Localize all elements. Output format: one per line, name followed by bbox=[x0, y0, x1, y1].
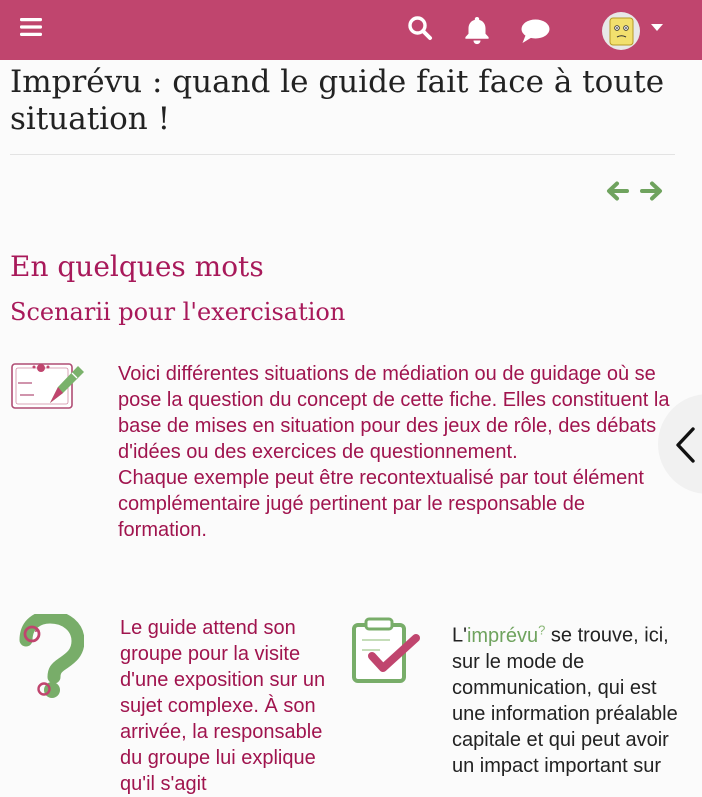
arrow-right-icon[interactable] bbox=[640, 180, 664, 202]
scenario-text: Le guide attend son groupe pour la visite d'une exposition sur un sujet complexe. À son arrivée, la responsable du groupe lui explique qu'il s'agit bbox=[120, 617, 326, 795]
clipboard-check-icon bbox=[350, 616, 420, 684]
whiteboard-pen-icon bbox=[10, 359, 86, 411]
avatar[interactable] bbox=[602, 12, 640, 50]
search-icon[interactable] bbox=[407, 15, 433, 41]
section-heading: En quelques mots bbox=[10, 250, 264, 283]
intro-text bbox=[118, 361, 678, 543]
intro-paragraph-2: Chaque exemple peut être recontextualisé par tout élément complémentaire jugé pertinent par le responsable de formation. bbox=[118, 467, 644, 541]
section-subheading: Scenarii pour l'exercisation bbox=[10, 298, 346, 326]
hamburger-icon[interactable] bbox=[20, 17, 42, 37]
intro-paragraph: Voici différentes situations de médiation ou de guidage où se pose la question du concept de cette fiche. Elles constituent la base de mises en situation pour des jeux de rôle, des débats d'idées ou des exercices de questionnement. bbox=[118, 363, 670, 463]
divider bbox=[10, 154, 675, 155]
task-text bbox=[452, 617, 680, 779]
glossary-term[interactable]: imprévu bbox=[466, 624, 539, 647]
chat-bubble-icon[interactable] bbox=[520, 18, 551, 44]
page-title: Imprévu : quand le guide fait face à toute situation ! bbox=[10, 64, 665, 137]
arrow-left-icon[interactable] bbox=[605, 180, 629, 202]
question-mark-icon bbox=[12, 614, 84, 700]
glossary-term-link[interactable] bbox=[466, 622, 546, 647]
task-body: se trouve, ici, sur le mode de communication, qui est une information préalable capitale et qui peut avoir un impact important sur bbox=[452, 624, 678, 777]
chevron-left-icon[interactable] bbox=[673, 427, 699, 463]
bell-icon[interactable] bbox=[463, 15, 491, 45]
task-prefix: L' bbox=[452, 624, 467, 647]
glossary-marker[interactable]: ? bbox=[538, 622, 546, 637]
top-navbar bbox=[0, 0, 702, 60]
caret-down-icon[interactable] bbox=[651, 24, 663, 31]
